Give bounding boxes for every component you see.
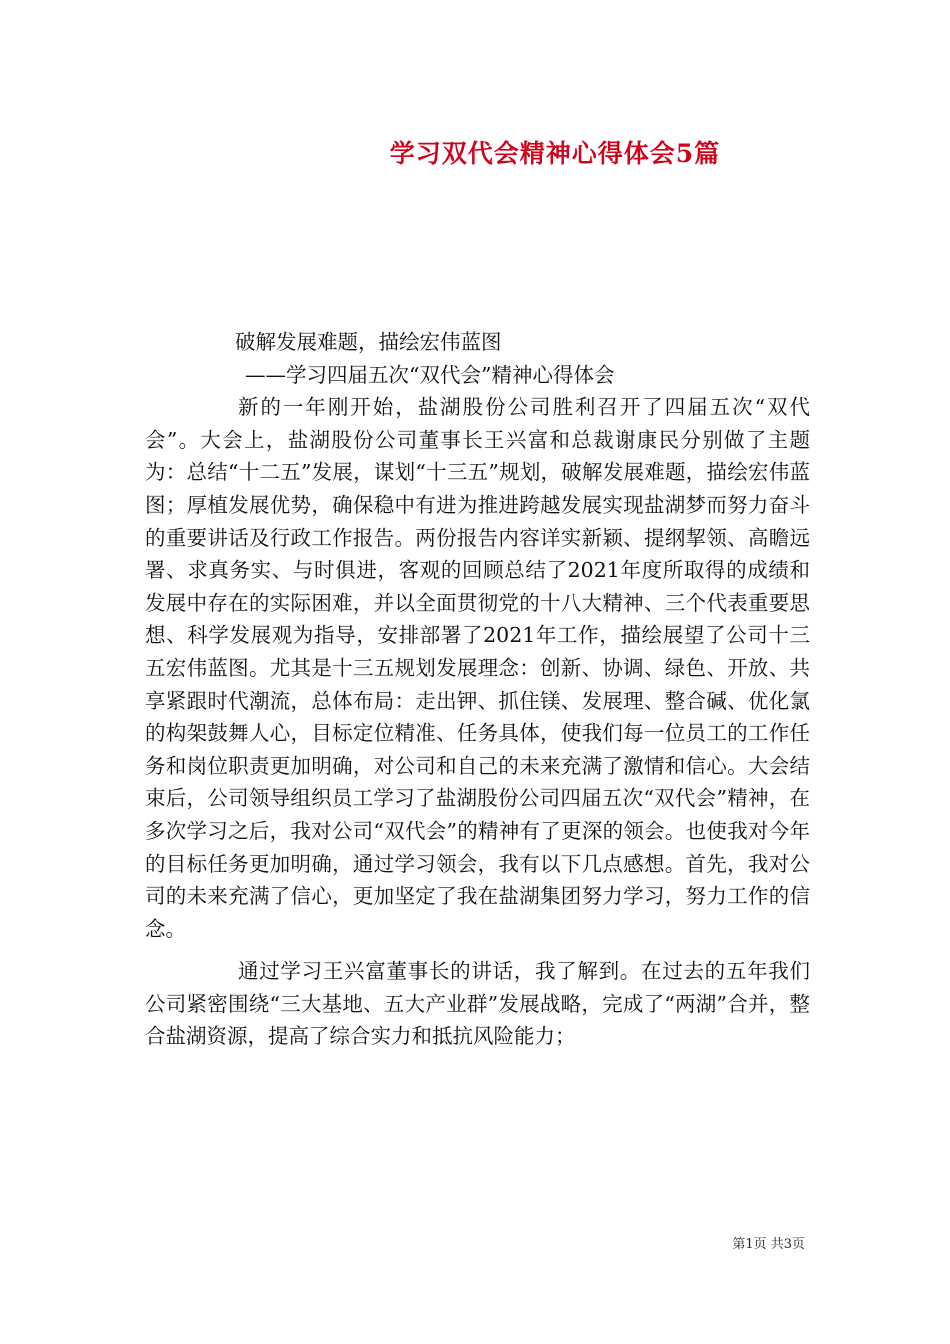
document-body xyxy=(145,326,810,1053)
article-subheading: ——学习四届五次“双代会”精神心得体会 xyxy=(245,362,615,387)
document-title: 学习双代会精神心得体会5篇 xyxy=(389,139,721,168)
body-paragraph: 新的一年刚开始，盐湖股份公司胜利召开了四届五次“双代会”。大会上，盐湖股份公司董事长王兴富和总裁谢康民分别做了主题为：总结“十二五”发展，谋划“十三五”规划，破解发展难题，描绘宏伟蓝图；厚植发展优势，确保稳中有进为推进跨越发展实现盐湖梦而努力奋斗的重要讲话及行政工作报告。两份报告内容详实新颖、提纲挈领、高瞻远署、求真务实、与时俱进，客观的回顾总结了2021年度所取得的成绩和发展中存在的实际困难，并以全面贯彻党的十八大精神、三个代表重要思想、科学发展观为指导，安排部署了2021年工作，描绘展望了公司十三五宏伟蓝图。尤其是十三五规划发展理念：创新、协调、绿色、开放、共享紧跟时代潮流，总体布局：走出钾、抓住镁、发展理、整合碱、优化氯的构架鼓舞人心，目标定位精准、任务具体，使我们每一位员工的工作任务和岗位职责更加明确，对公司和自己的未来充满了激情和信心。大会结束后，公司领导组织员工学习了盐湖股份公司四届五次“双代会”精神，在多次学习之后，我对公司“双代会”的精神有了更深的领会。也使我对今年的目标任务更加明确，通过学习领会，我有以下几点感想。首先，我对公司的未来充满了信心，更加坚定了我在盐湖集团努力学习，努力工作的信念。 xyxy=(145,395,810,941)
body-paragraph: 通过学习王兴富董事长的讲话，我了解到。在过去的五年我们公司紧密围绕“三大基地、五大产业群”发展战略，完成了“两湖”合并，整合盐湖资源，提高了综合实力和抵抗风险能力； xyxy=(145,959,810,1049)
article-heading: 破解发展难题，描绘宏伟蓝图 xyxy=(235,330,502,354)
page-indicator: 第1页 共3页 xyxy=(732,1237,805,1252)
